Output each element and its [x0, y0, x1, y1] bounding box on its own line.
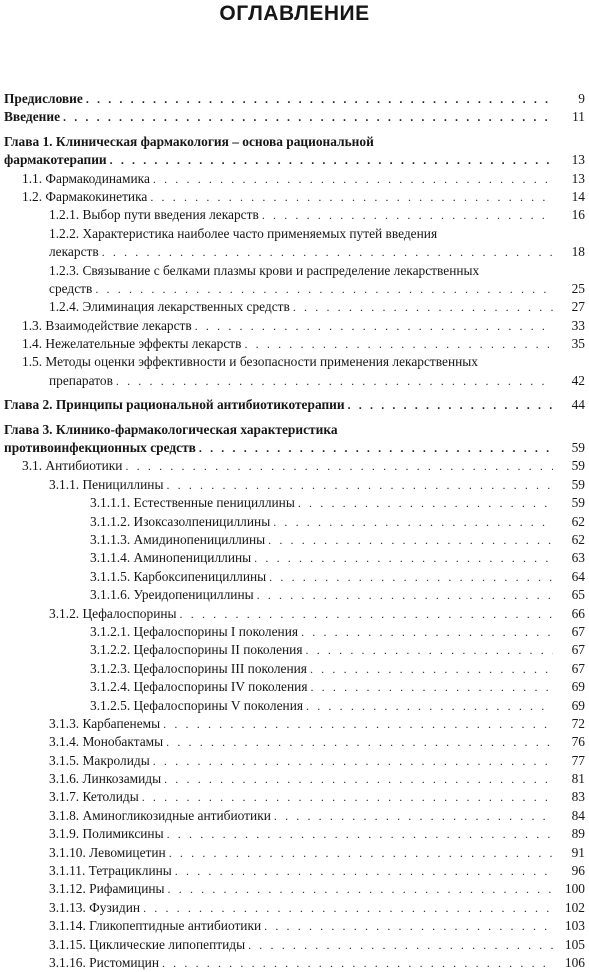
toc-entry — [0, 457, 589, 475]
toc-entry-text: 1.5. Методы оценки эффективности и безопасности применения лекарственных — [22, 354, 478, 370]
toc-entry — [0, 844, 589, 862]
toc-entry-text: Глава 3. Клинико-фармакологическая характеристика — [4, 421, 338, 437]
toc-page-number: 59 — [571, 476, 585, 492]
page-title: ОГЛАВЛЕНИЕ — [219, 2, 370, 25]
toc-entry-text: 3.1.2.1. Цефалоспорины I поколения — [90, 623, 299, 639]
leader-dots — [167, 825, 553, 843]
leader-dots — [63, 108, 553, 126]
toc-entry-text: 3.1.1. Пенициллины — [49, 476, 164, 492]
toc-entry — [0, 206, 589, 224]
toc-entry-text: 3.1.2.3. Цефалоспорины III поколения — [90, 660, 307, 676]
toc-page-number: 25 — [571, 280, 585, 296]
toc-page-number: 33 — [571, 317, 585, 333]
table-of-contents — [0, 90, 589, 972]
toc-entry-text: 3.1.6. Линкозамиды — [49, 771, 162, 787]
toc-entry-text: 1.2.1. Выбор пути введения лекарств — [49, 207, 259, 223]
toc-page-number: 67 — [571, 623, 585, 639]
leader-dots — [195, 317, 553, 335]
leader-dots — [153, 170, 553, 188]
leader-dots — [116, 372, 553, 390]
toc-entry — [0, 788, 589, 806]
toc-entry — [0, 678, 589, 696]
toc-entry — [0, 733, 589, 751]
toc-entry-text: 3.1.8. Аминогликозидные антибиотики — [49, 807, 271, 823]
toc-entry-text: 3.1.16. Ристомицин — [49, 954, 159, 970]
toc-entry — [0, 936, 589, 954]
toc-entry-text: Глава 1. Клиническая фармакология – основа рациональной — [4, 133, 374, 149]
leader-dots — [86, 90, 553, 108]
toc-page-number: 84 — [571, 807, 585, 823]
toc-entry — [0, 225, 589, 243]
toc-page-number: 62 — [571, 531, 585, 547]
toc-entry-text: 3.1.2.4. Цефалоспорины IV поколения — [90, 679, 308, 695]
toc-entry-text: 1.4. Нежелательные эффекты лекарств — [22, 336, 242, 352]
toc-entry-text: 3.1.2.5. Цефалоспорины V поколения — [90, 697, 304, 713]
toc-entry — [0, 151, 589, 169]
toc-entry-text: 3.1.15. Циклические липопептиды — [49, 936, 246, 952]
toc-entry-text: Предисловие — [4, 91, 83, 106]
toc-entry — [0, 568, 589, 586]
toc-page-number: 59 — [571, 495, 585, 511]
toc-page-number: 44 — [571, 397, 585, 413]
toc-entry — [0, 280, 589, 298]
toc-page-number: 9 — [578, 91, 585, 106]
toc-entry-text: 3.1.10. Левомицетин — [49, 844, 166, 860]
toc-page-number: 76 — [571, 734, 585, 750]
toc-entry — [0, 605, 589, 623]
toc-entry — [0, 899, 589, 917]
toc-entry-text: Введение — [4, 109, 61, 125]
toc-entry-text: 3.1.5. Макролиды — [49, 752, 150, 768]
toc-page-number: 42 — [571, 372, 585, 388]
toc-page-number: 13 — [571, 152, 585, 168]
leader-dots — [262, 206, 553, 224]
toc-entry-text: 3.1.3. Карбапенемы — [49, 715, 161, 731]
leader-dots — [293, 298, 553, 316]
toc-page-number: 67 — [571, 642, 585, 658]
toc-page-number: 65 — [571, 587, 585, 603]
toc-entry-text: лекарств — [49, 244, 99, 260]
toc-page-number: 69 — [571, 697, 585, 713]
toc-page-number: 11 — [572, 109, 585, 125]
leader-dots — [274, 807, 553, 825]
toc-entry-text: 3.1.11. Тетрациклины — [49, 863, 172, 879]
toc-entry — [0, 917, 589, 935]
toc-page-number: 16 — [571, 207, 585, 223]
toc-entry-text: 3.1.1.4. Аминопенициллины — [90, 550, 252, 566]
leader-dots — [142, 788, 553, 806]
toc-entry-text: 3.1.13. Фузидин — [49, 899, 141, 915]
leader-dots — [95, 280, 553, 298]
toc-entry-text: 3.1. Антибиотики — [22, 458, 123, 474]
toc-entry-text: 1.2.4. Элиминация лекарственных средств — [49, 299, 290, 315]
toc-page-number: 102 — [564, 899, 585, 915]
toc-page-number: 91 — [571, 844, 585, 860]
leader-dots — [180, 605, 553, 623]
toc-entry-text: 1.2.2. Характеристика наиболее часто применяемых путей введения — [49, 225, 438, 241]
toc-page-number: 105 — [564, 936, 585, 952]
leader-dots — [298, 494, 553, 512]
toc-entry-text: 3.1.1.5. Карбоксипенициллины — [90, 568, 267, 584]
toc-page-number: 100 — [564, 881, 585, 897]
toc-entry — [0, 439, 589, 457]
toc-entry-text: фармакотерапии — [4, 152, 107, 168]
leader-dots — [175, 862, 553, 880]
leader-dots — [166, 476, 553, 494]
leader-dots — [163, 715, 553, 733]
toc-entry — [0, 353, 589, 371]
toc-page-number: 59 — [571, 440, 585, 456]
toc-entry-text: 3.1.1.3. Амидинопенициллины — [90, 531, 266, 547]
toc-entry-text: 3.1.14. Гликопептидные антибиотики — [49, 918, 262, 934]
toc-entry — [0, 243, 589, 261]
leader-dots — [254, 549, 553, 567]
leader-dots — [273, 513, 553, 531]
leader-dots — [348, 396, 553, 414]
toc-entry-text: 1.3. Взаимодействие лекарств — [22, 317, 192, 333]
toc-entry — [0, 880, 589, 898]
toc-entry-text: 3.1.12. Рифамицины — [49, 881, 165, 897]
toc-entry-text: 3.1.9. Полимиксины — [49, 826, 164, 842]
toc-page-number: 89 — [571, 826, 585, 842]
toc-entry — [0, 170, 589, 188]
leader-dots — [153, 752, 553, 770]
leader-dots — [143, 899, 553, 917]
toc-entry-text: 3.1.1.1. Естественные пенициллины — [90, 495, 295, 511]
toc-entry — [0, 586, 589, 604]
leader-dots — [125, 457, 553, 475]
toc-entry — [0, 825, 589, 843]
leader-dots — [257, 586, 553, 604]
leader-dots — [162, 954, 553, 972]
toc-entry-text: 3.1.2.2. Цефалоспорины II поколения — [90, 642, 303, 658]
leader-dots — [199, 439, 553, 457]
toc-entry — [0, 660, 589, 678]
leader-dots — [248, 936, 553, 954]
toc-entry — [0, 623, 589, 641]
toc-entry — [0, 549, 589, 567]
toc-entry — [0, 133, 589, 151]
toc-entry-text: 3.1.1.2. Изоксазолпенициллины — [90, 513, 271, 529]
toc-entry-text: 3.1.1.6. Уреидопенициллины — [90, 587, 254, 603]
toc-entry — [0, 697, 589, 715]
toc-entry-text: Глава 2. Принципы рациональной антибиотикотерапии — [4, 397, 345, 413]
leader-dots — [102, 243, 553, 261]
toc-entry — [0, 372, 589, 390]
toc-entry-text: противоинфекционных средств — [4, 440, 196, 456]
toc-entry — [0, 188, 589, 206]
toc-entry — [0, 513, 589, 531]
leader-dots — [166, 733, 553, 751]
toc-page-number: 13 — [571, 170, 585, 186]
toc-entry-text: средств — [49, 280, 93, 296]
toc-page-number: 64 — [571, 568, 585, 584]
toc-page-number: 106 — [564, 954, 585, 970]
leader-dots — [110, 151, 553, 169]
toc-entry-text: 1.1. Фармакодинамика — [22, 170, 150, 186]
leader-dots — [168, 880, 553, 898]
toc-entry — [0, 476, 589, 494]
toc-entry-text: 1.2.3. Связывание с белками плазмы крови и распределение лекарственных — [49, 262, 480, 278]
toc-page-number: 66 — [571, 605, 585, 621]
toc-page-number: 63 — [571, 550, 585, 566]
toc-page-number: 83 — [571, 789, 585, 805]
toc-entry — [0, 108, 589, 126]
toc-entry-text: 3.1.2. Цефалоспорины — [49, 605, 177, 621]
toc-page-number: 14 — [571, 188, 585, 204]
toc-page-number: 18 — [571, 244, 585, 260]
toc-page-number: 81 — [571, 771, 585, 787]
toc-entry — [0, 531, 589, 549]
toc-entry — [0, 396, 589, 414]
toc-entry — [0, 862, 589, 880]
toc-entry-text: 3.1.4. Монобактамы — [49, 734, 164, 750]
toc-page-number: 35 — [571, 336, 585, 352]
toc-entry — [0, 494, 589, 512]
toc-entry — [0, 335, 589, 353]
toc-page-number: 27 — [571, 299, 585, 315]
toc-entry — [0, 317, 589, 335]
leader-dots — [301, 623, 553, 641]
leader-dots — [268, 531, 553, 549]
toc-page-number: 69 — [571, 679, 585, 695]
leader-dots — [150, 188, 553, 206]
leader-dots — [164, 770, 553, 788]
toc-page-number: 103 — [564, 918, 585, 934]
toc-entry — [0, 90, 589, 108]
toc-entry — [0, 262, 589, 280]
toc-page-number: 59 — [571, 458, 585, 474]
toc-entry — [0, 421, 589, 439]
toc-page-number: 67 — [571, 660, 585, 676]
leader-dots — [306, 641, 553, 659]
toc-page-number: 96 — [571, 863, 585, 879]
toc-entry — [0, 954, 589, 972]
leader-dots — [244, 335, 553, 353]
toc-page-number: 77 — [571, 752, 585, 768]
leader-dots — [169, 844, 553, 862]
toc-entry — [0, 298, 589, 316]
toc-page-number: 62 — [571, 513, 585, 529]
leader-dots — [310, 660, 553, 678]
toc-entry-text: 3.1.7. Кетолиды — [49, 789, 139, 805]
toc-page-number: 72 — [571, 715, 585, 731]
toc-entry — [0, 641, 589, 659]
toc-entry — [0, 807, 589, 825]
toc-entry — [0, 752, 589, 770]
toc-entry — [0, 770, 589, 788]
leader-dots — [310, 678, 553, 696]
leader-dots — [269, 568, 553, 586]
leader-dots — [264, 917, 553, 935]
toc-entry — [0, 715, 589, 733]
toc-entry-text: 1.2. Фармакокинетика — [22, 188, 148, 204]
toc-entry-text: препаратов — [49, 372, 113, 388]
leader-dots — [306, 697, 553, 715]
